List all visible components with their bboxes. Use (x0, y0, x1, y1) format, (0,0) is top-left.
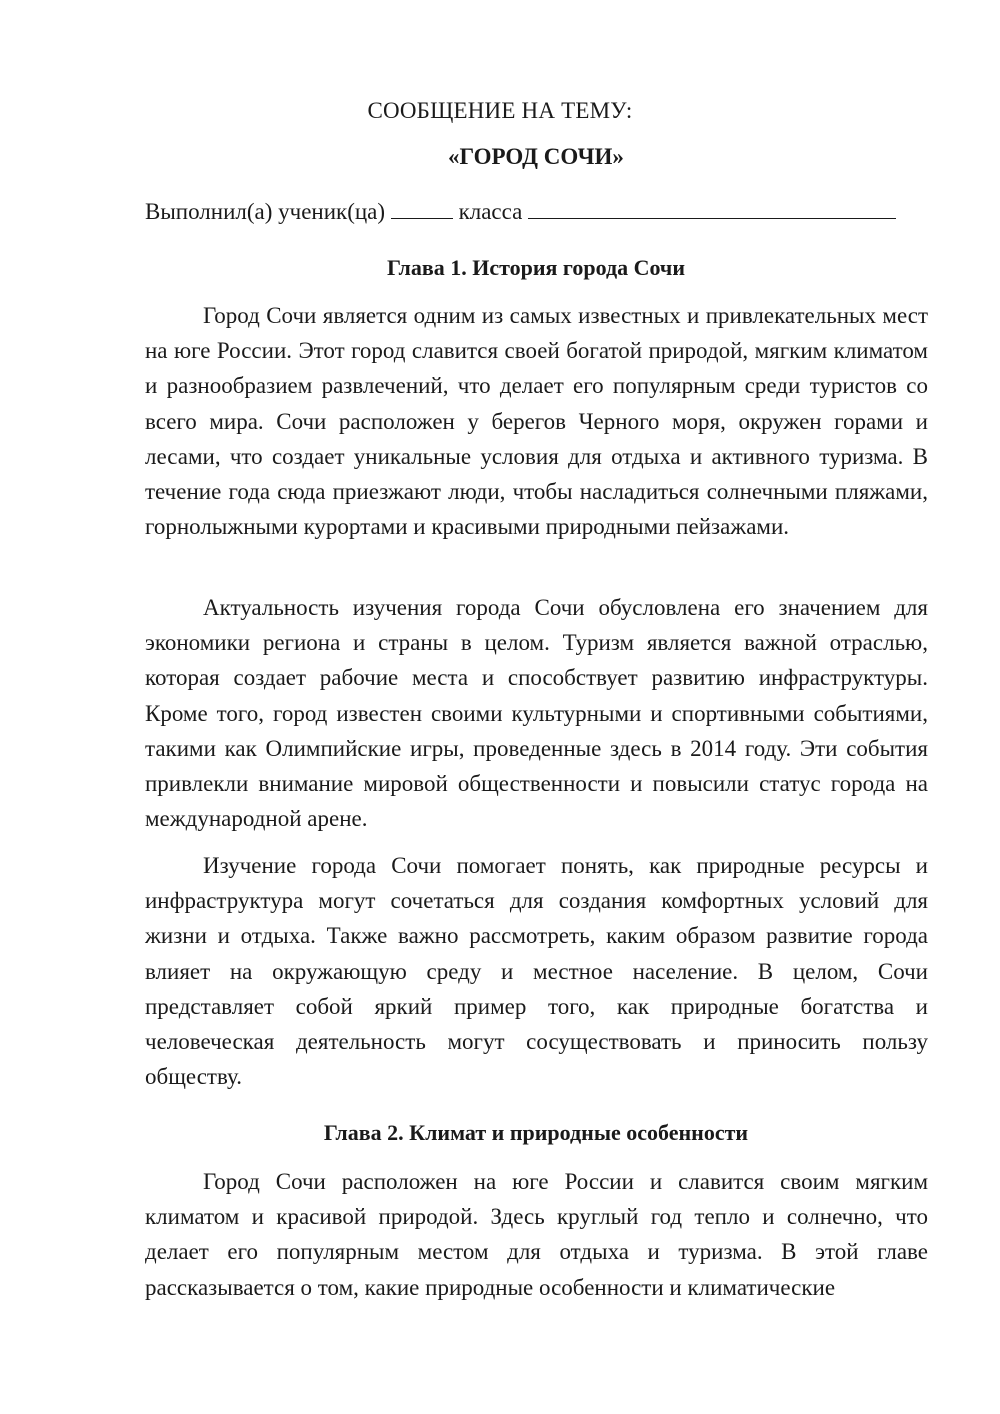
document-subtitle: «ГОРОД СОЧИ» (448, 144, 624, 169)
chapter-2-heading: Глава 2. Климат и природные особенности (323, 1120, 749, 1145)
chapter-1-heading: Глава 1. История города Сочи (386, 255, 686, 280)
chapter-1-paragraph-1: Город Сочи является одним из самых известных и привлекательных мест на юге России. Этот город славится своей богатой природой, мягким климатом и разнообразием развлечений, что делает его популярным среди туристов со всего мира. Сочи расположен у берегов Черного моря, окружен горами и лесами, что создает уникальные условия для отдыха и активного туризма. В течение года сюда приезжают люди, чтобы насладиться солнечными пляжами, горнолыжными курортами и красивыми природными пейзажами. (145, 303, 928, 540)
class-number-blank (391, 196, 453, 219)
chapter-2-paragraph-1: Город Сочи расположен на юге России и славится своим мягким климатом и красивой природой. Здесь круглый год тепло и солнечно, что делает его популярным местом для отдыха и туризма. В этой главе рассказывается о том, какие природные особенности и климатические (145, 1169, 928, 1300)
author-line (145, 196, 896, 227)
author-name-blank (528, 196, 896, 219)
chapter-1-paragraph-3: Изучение города Сочи помогает понять, как природные ресурсы и инфраструктура могут сочетаться для создания комфортных условий для жизни и отдыха. Также важно рассмотреть, каким образом развитие города влияет на окружающую среду и местное население. В целом, Сочи представляет собой яркий пример того, как природные богатства и человеческая деятельность могут сосуществовать и приносить пользу обществу. (145, 853, 928, 1090)
author-line-prefix: Выполнил(а) ученик(ца) (145, 199, 386, 224)
chapter-1-paragraph-2: Актуальность изучения города Сочи обусловлена его значением для экономики региона и страны в целом. Туризм является важной отраслью, которая создает рабочие места и способствует развитию инфраструктуры. Кроме того, город известен своими культурными и спортивными событиями, такими как Олимпийские игры, проведенные здесь в 2014 году. Эти события привлекли внимание мировой общественности и повысили статус города на международной арене. (145, 595, 928, 832)
author-line-middle: класса (458, 199, 523, 224)
document-title: СООБЩЕНИЕ НА ТЕМУ: (367, 98, 633, 123)
